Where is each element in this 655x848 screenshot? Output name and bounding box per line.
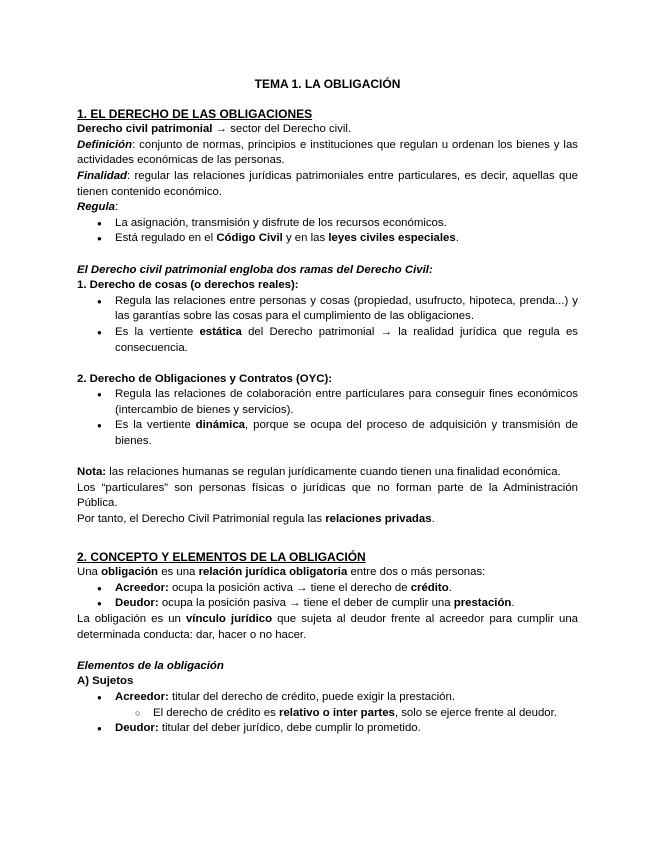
oyc-heading: 2. Derecho de Obligaciones y Contratos (OYC):: [77, 372, 333, 385]
document-title: TEMA 1. LA OBLIGACIÓN: [254, 77, 401, 91]
nota-line: Nota: las relaciones humanas se regulan jurídicamente cuando tienen una finalidad económica.: [77, 466, 561, 479]
cosas-heading: 1. Derecho de cosas (o derechos reales):: [77, 279, 299, 292]
particulares-paragraph: Los “particulares” son personas físicas o jurídicas que no forman parte de la Administración Pública.: [77, 481, 578, 510]
sub-list-item: ○ El derecho de crédito es relativo o inter partes, solo se ejerce frente al deudor.: [77, 706, 578, 722]
elementos-heading: Elementos de la obligación: [77, 659, 224, 672]
sujetos-heading: A) Sujetos: [77, 675, 134, 688]
section-1-heading: 1. EL DERECHO DE LAS OBLIGACIONES: [77, 106, 313, 121]
document-content: [77, 77, 578, 737]
list-item: ● Deudor: titular del deber jurídico, debe cumplir lo prometido.: [77, 721, 578, 737]
section-2-heading: 2. CONCEPTO Y ELEMENTOS DE LA OBLIGACIÓN: [77, 549, 366, 564]
list-item: ● Está regulado en el Código Civil y en las leyes civiles especiales.: [77, 231, 578, 247]
list-item: ● Regula las relaciones de colaboración entre particulares para conseguir fines económicos (intercambio de bienes y servicios).: [77, 387, 578, 418]
oyc-list: [77, 387, 578, 449]
obligacion-definition: Una obligación es una relación jurídica obligatoria entre dos o más personas:: [77, 566, 486, 579]
vinculo-paragraph: La obligación es un vínculo jurídico que sujeta al deudor frente al acreedor para cumplir una determinada conducta: dar, hacer o no hacer.: [77, 613, 578, 641]
cosas-list: [77, 294, 578, 356]
list-item: ● Regula las relaciones entre personas y cosas (propiedad, usufructo, hipoteca, prenda...) y las garantías sobre las cosas para el cumplimiento de las obligaciones.: [77, 294, 578, 325]
partes-list: [77, 581, 578, 612]
regula-label: Regula:: [77, 201, 119, 214]
por-tanto-line: Por tanto, el Derecho Civil Patrimonial regula las relaciones privadas.: [77, 513, 435, 526]
regula-list: [77, 216, 578, 247]
list-item: ● Es la vertiente estática del Derecho patrimonial → la realidad jurídica que regula es consecuencia.: [77, 325, 578, 356]
list-item: ● Acreedor: titular del derecho de crédito, puede exigir la prestación.: [77, 690, 578, 706]
definicion-paragraph: Definición: conjunto de normas, principios e instituciones que regulan u ordenan los bienes y las actividades económicas de las personas.: [77, 138, 578, 167]
list-item: ● Deudor: ocupa la posición pasiva → tiene el deber de cumplir una prestación.: [77, 596, 578, 612]
sujetos-list: [77, 690, 578, 737]
list-item: ● Acreedor: ocupa la posición activa → tiene el derecho de crédito.: [77, 581, 578, 597]
finalidad-paragraph: Finalidad: regular las relaciones jurídicas patrimoniales entre particulares, es decir, aquellas que tienen contenido económico.: [77, 169, 578, 198]
list-item: ● La asignación, transmisión y disfrute de los recursos económicos.: [77, 216, 578, 232]
ramas-heading: El Derecho civil patrimonial engloba dos ramas del Derecho Civil:: [77, 263, 433, 276]
dcp-line: Derecho civil patrimonial → sector del Derecho civil.: [77, 123, 352, 136]
list-item: ● Es la vertiente dinámica, porque se ocupa del proceso de adquisición y transmisión de bienes.: [77, 418, 578, 449]
